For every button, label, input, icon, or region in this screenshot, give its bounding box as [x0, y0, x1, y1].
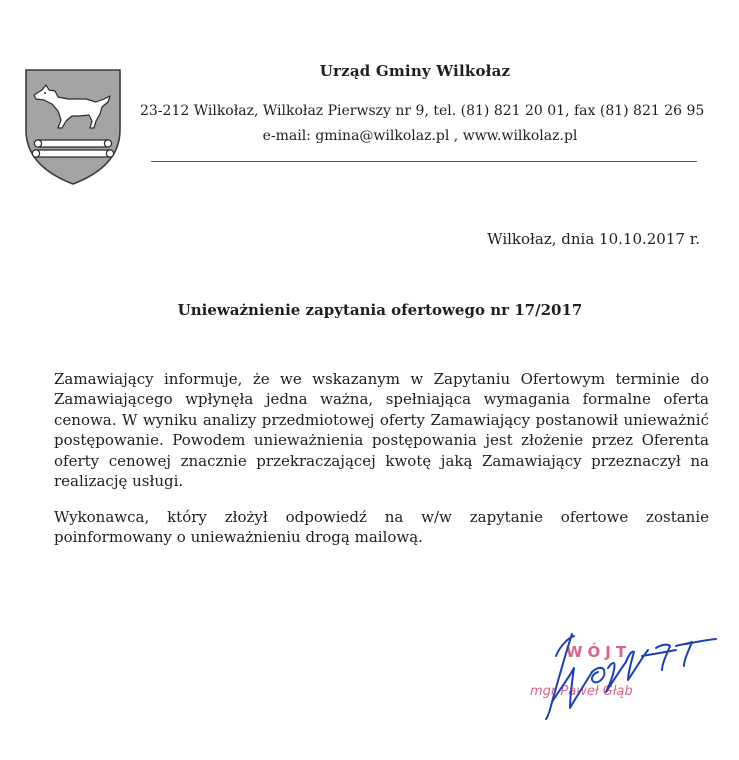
office-name: Urząd Gminy Wilkołaz [319, 62, 511, 80]
handwritten-signature-icon [516, 622, 728, 720]
document-title: Unieważnienie zapytania ofertowego nr 17/2017 [177, 301, 583, 319]
body-paragraph-2: Wykonawca, który złożył odpowiedź na w/w zapytanie ofertowe zostanie poinformowany o unieważnieniu drogą mailową. [54, 508, 709, 547]
office-contact [180, 128, 660, 144]
contact-separator: , [449, 128, 463, 144]
body-paragraph-1: Zamawiający informuje, że we wskazanym w Zapytaniu Ofertowym terminie do Zamawiającego wpłynęła jedna ważna, spełniająca wymagania formalne oferta cenowa. W wyniku analizy przedmiotowej oferty Zamawiający postanowił unieważnić postępowanie. Powodem unieważnienia postępowania jest złożenie przez Oferenta oferty cenowej znacznie przekraczającej kwotę jaką Zamawiający przeznaczył na realizację usługi. [54, 370, 709, 491]
office-website[interactable]: www.wilkolaz.pl [462, 128, 578, 144]
office-email[interactable]: e-mail: gmina@wilkolaz.pl [262, 128, 450, 144]
stamp-name: mgr Paweł Głąb [530, 684, 633, 699]
place-and-date: Wilkołaz, dnia 10.10.2017 r. [487, 230, 700, 248]
header-divider [151, 161, 697, 162]
stamp-title: WÓJT [566, 643, 632, 661]
office-address: 23-212 Wilkołaz, Wilkołaz Pierwszy nr 9, tel. (81) 821 20 01, fax (81) 821 26 95 [140, 103, 705, 119]
coat-of-arms-wolf-icon [24, 68, 122, 186]
